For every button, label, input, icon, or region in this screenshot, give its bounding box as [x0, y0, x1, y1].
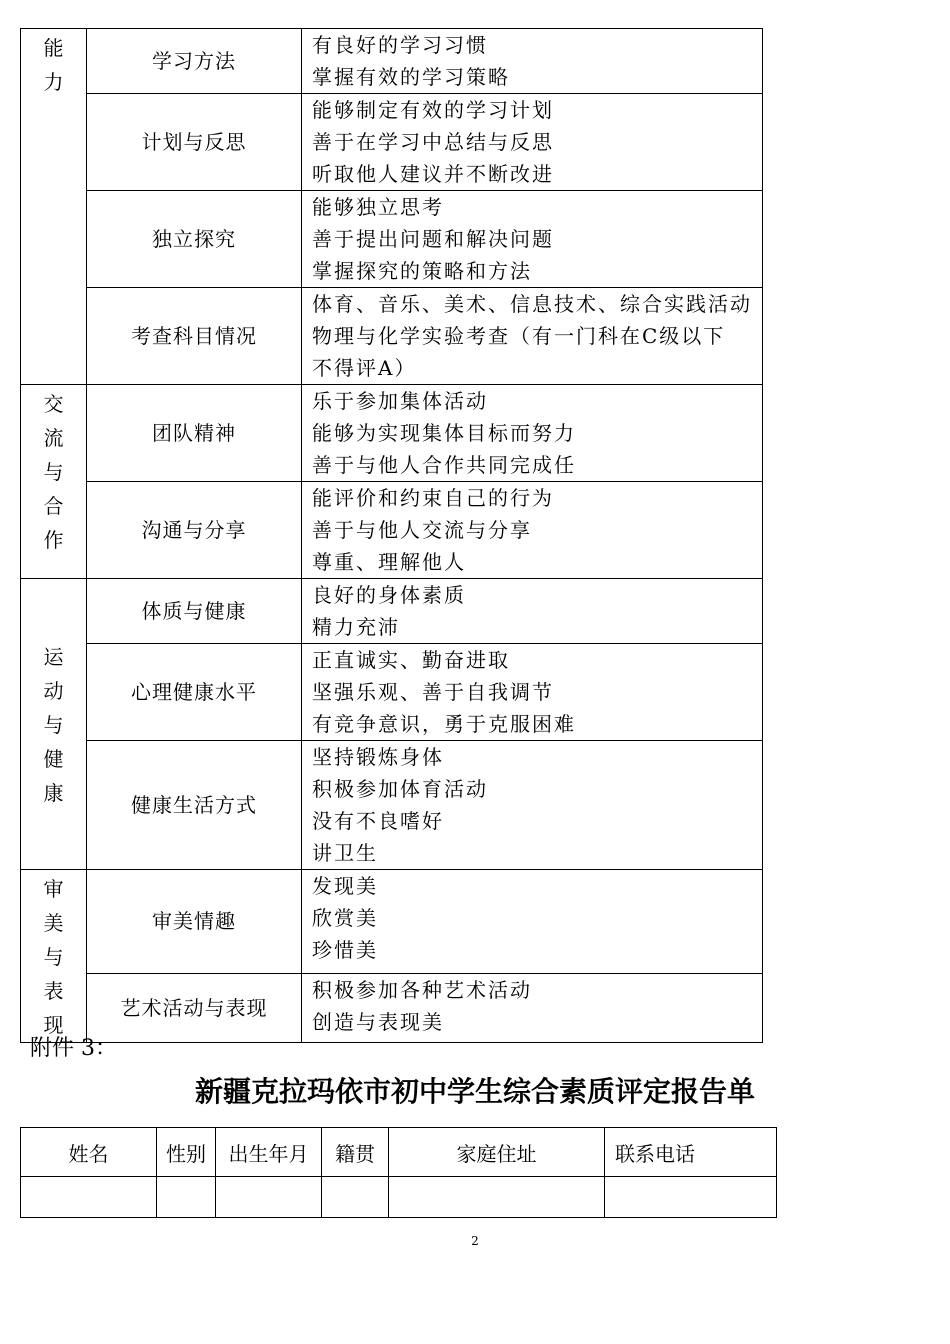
sub-criterion-name: 团队精神 — [87, 385, 302, 482]
criterion-item: 尊重、理解他人 — [312, 550, 466, 574]
category-char: 运 — [43, 645, 64, 669]
category-char: 作 — [43, 528, 64, 552]
criterion-item: 善于与他人合作共同完成任 — [312, 453, 576, 477]
category-char: 能 — [43, 36, 64, 60]
sub-criterion-name: 独立探究 — [87, 191, 302, 288]
category-char: 与 — [43, 460, 64, 484]
criterion-item: 没有不良嗜好 — [312, 809, 444, 833]
category-communication — [21, 385, 87, 579]
category-char: 审 — [43, 877, 64, 901]
criterion-item: 创造与表现美 — [312, 1009, 444, 1034]
criterion-items — [302, 482, 763, 579]
header-name: 姓名 — [21, 1128, 157, 1177]
info-header-row — [21, 1128, 777, 1177]
criteria-row — [21, 482, 763, 579]
category-char: 表 — [43, 979, 64, 1003]
header-address: 家庭住址 — [389, 1128, 605, 1177]
sub-criterion-name: 审美情趣 — [87, 870, 302, 974]
criteria-row — [21, 579, 763, 644]
category-char: 合 — [43, 494, 64, 518]
criterion-item: 有良好的学习习惯 — [312, 33, 488, 57]
criterion-item: 正直诚实、勤奋进取 — [312, 648, 510, 672]
report-title: 新疆克拉玛依市初中学生综合素质评定报告单 — [194, 1075, 755, 1108]
criterion-item: 积极参加体育活动 — [312, 777, 488, 801]
criteria-row — [21, 870, 763, 974]
category-char: 交 — [43, 392, 64, 416]
criterion-item: 精力充沛 — [312, 615, 400, 639]
criterion-items — [302, 579, 763, 644]
criterion-item: 听取他人建议并不断改进 — [312, 162, 554, 186]
cell-name[interactable] — [21, 1177, 157, 1218]
criterion-item: 坚持锻炼身体 — [312, 745, 444, 769]
sub-criterion-name: 沟通与分享 — [87, 482, 302, 579]
attachment-label: 附件 3： — [30, 1036, 117, 1061]
category-char: 现 — [43, 1013, 64, 1037]
criterion-items — [302, 644, 763, 741]
criterion-item: 不得评A） — [312, 356, 417, 380]
criteria-row — [21, 973, 763, 1042]
cell-native-place[interactable] — [322, 1177, 389, 1218]
page-number: 2 — [471, 1234, 479, 1248]
info-blank-row — [21, 1177, 777, 1218]
criterion-item: 物理与化学实验考查（有一门科在C级以下 — [312, 324, 726, 348]
category-char: 美 — [43, 911, 64, 935]
category-char: 健 — [43, 747, 64, 771]
criterion-item: 有竞争意识，勇于克服困难 — [312, 712, 576, 736]
criterion-items — [302, 870, 763, 974]
cell-phone[interactable] — [605, 1177, 777, 1218]
category-char: 康 — [43, 781, 64, 805]
category-ability — [21, 29, 87, 385]
sub-criterion-name: 健康生活方式 — [87, 741, 302, 870]
criterion-item: 能够独立思考 — [312, 195, 444, 219]
cell-birth[interactable] — [216, 1177, 322, 1218]
criterion-items — [302, 385, 763, 482]
header-gender: 性别 — [157, 1128, 216, 1177]
criteria-row — [21, 741, 763, 870]
criterion-items — [302, 973, 763, 1042]
criterion-item: 乐于参加集体活动 — [312, 389, 488, 413]
criteria-row — [21, 385, 763, 482]
criterion-items — [302, 288, 763, 385]
header-birth: 出生年月 — [216, 1128, 322, 1177]
category-char: 与 — [43, 713, 64, 737]
criterion-item: 掌握有效的学习策略 — [312, 65, 510, 89]
sub-criterion-name: 考查科目情况 — [87, 288, 302, 385]
criterion-items — [302, 191, 763, 288]
criterion-item: 良好的身体素质 — [312, 583, 466, 607]
criterion-item: 能够制定有效的学习计划 — [312, 98, 554, 122]
criterion-item: 珍惜美 — [312, 938, 378, 962]
criterion-item: 积极参加各种艺术活动 — [312, 977, 532, 1002]
criteria-row — [21, 191, 763, 288]
criterion-item: 掌握探究的策略和方法 — [312, 259, 532, 283]
header-native-place: 籍贯 — [322, 1128, 389, 1177]
criterion-item: 讲卫生 — [312, 841, 378, 865]
category-char: 与 — [43, 945, 64, 969]
criterion-item: 发现美 — [312, 874, 378, 898]
criterion-items — [302, 94, 763, 191]
criterion-item: 体育、音乐、美术、信息技术、综合实践活动 — [312, 292, 752, 316]
criterion-item: 善于提出问题和解决问题 — [312, 227, 554, 251]
category-char: 流 — [43, 426, 64, 450]
criteria-row — [21, 644, 763, 741]
criterion-item: 能评价和约束自己的行为 — [312, 486, 554, 510]
criterion-items — [302, 29, 763, 94]
cell-address[interactable] — [389, 1177, 605, 1218]
student-info-table — [20, 1127, 777, 1218]
sub-criterion-name: 艺术活动与表现 — [87, 973, 302, 1042]
criterion-item: 能够为实现集体目标而努力 — [312, 421, 576, 445]
criteria-row — [21, 94, 763, 191]
category-char: 动 — [43, 679, 64, 703]
criteria-row — [21, 288, 763, 385]
evaluation-criteria-table — [20, 28, 763, 1043]
category-char: 力 — [43, 70, 64, 94]
criteria-row — [21, 29, 763, 94]
criterion-item: 欣赏美 — [312, 906, 378, 930]
criterion-items — [302, 741, 763, 870]
criterion-item: 善于在学习中总结与反思 — [312, 130, 554, 154]
category-aesthetics — [21, 870, 87, 1043]
category-health — [21, 579, 87, 870]
sub-criterion-name: 计划与反思 — [87, 94, 302, 191]
criterion-item: 善于与他人交流与分享 — [312, 518, 532, 542]
header-phone: 联系电话 — [605, 1128, 777, 1177]
sub-criterion-name: 心理健康水平 — [87, 644, 302, 741]
cell-gender[interactable] — [157, 1177, 216, 1218]
sub-criterion-name: 学习方法 — [87, 29, 302, 94]
criterion-item: 坚强乐观、善于自我调节 — [312, 680, 554, 704]
sub-criterion-name: 体质与健康 — [87, 579, 302, 644]
